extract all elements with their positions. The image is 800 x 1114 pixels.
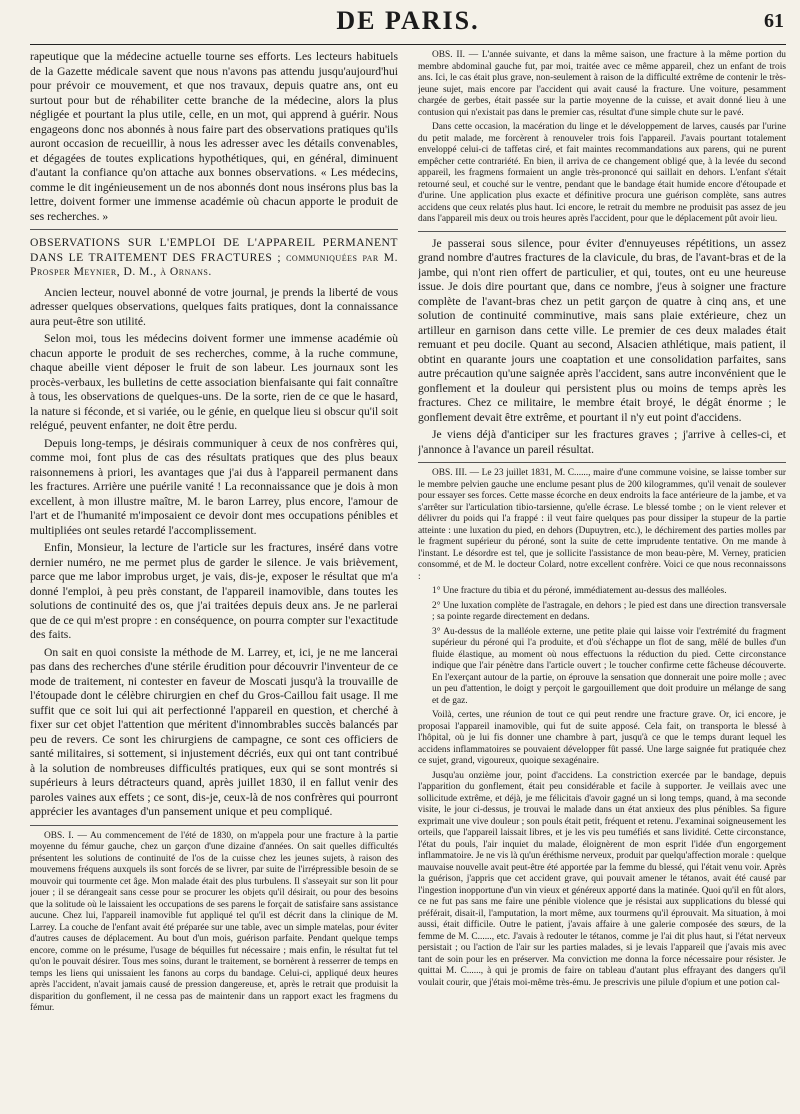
page-number: 61 [764, 10, 784, 32]
observation-2-continued: Dans cette occasion, la macération du linge et le développement de larves, causés par l'urine du petit malade, me forcèrent à renouveler trois fois l'appareil. J'avais pourtant totalement enveloppé celui-ci de taffetas ciré, et fait maintes recommandations aux parens, qui ne purent empêcher cette contrariété. En bien, il arriva de ce changement obligé que, à la levée du second appareil, les fragmens formaient un angle très-prononcé qui saillait en dehors. L'enfant s'était retourné seul, et couché sur le ventre, pendant que le bandage était humide encore d'étoupade et d'urine. Une application plus exacte et définitive procura une guérison complète, sans autres accidens que ceux relatés plus haut. Ici encore, le retrait du membre ne produisit pas assez de jeu dans l'appareil mis deux ou trois heures après l'accident, pour que le déplacement pût avoir lieu. [418, 122, 786, 224]
section-divider [418, 231, 786, 232]
left-column [30, 50, 398, 1108]
body-paragraph: Voilà, certes, une réunion de tout ce qui peut rendre une fracture grave. Or, ici encore, je proposai l'appareil inamovible, qui fut de suite apposé. Cela fait, on transporta le blessé à l'hôpital, où je lui fis donner une chambre à part, jusqu'à ce que le temps durant lequel les accidens inflammatoires se pouvaient développer fût passé. Une large saignée fut pratiquée chez ce sujet, grand, vigoureux, quoique sexagénaire. [418, 710, 786, 766]
observation-3-item: 3° Au-dessus de la malléole externe, une petite plaie qui laisse voir l'extrémité du fragment supérieur du péroné qui l'a produite, et d'où s'échappe un flot de sang, mêlé de bulles d'un fluide élastique, au moment où nous effectuons la réduction du pied. Cette circonstance indique que l'air pénètre dans l'article ouvert ; le toucher confirme cette fâcheuse découverte. En l'exerçant autour de la partie, on éprouve la sensation que donnerait une poire molle ; avec un peu d'attention, le doigt y perçoit le gargouillement que doit produire un mélange de sang et de gaz. [432, 626, 786, 706]
page-header [30, 0, 786, 45]
body-paragraph: Jusqu'au onzième jour, point d'accidens. La constriction exercée par le bandage, depuis l'apparition du gonflement, était peu considérable et facile à supporter. Je veillais avec une sollicitude extrême, et déjà, je me félicitais d'avoir gagné un si long temps, quand, à ma seconde visite, le jour ci-dessus, je trouvai le malade dans un état anxieux des plus pénibles. Sa figure exprimait une vive douleur ; son pouls était petit, fréquent et retenu. J'examinai soigneusement les orteils, que l'appareil laissait libres, et je les vis peu tuméfiés et sans lividité. Cette circonstance, l'état du pouls, l'air inquiet du malade, éloignèrent de mon esprit l'idée d'un engorgement inflammatoire. Je ne vis là qu'un éréthisme nerveux, produit par quelqu'affection morale : quelque mauvaise nouvelle avait peut-être été apportée par la femme du blessé, qui l'était venu voir. Après la guérison, j'appris que cet accident grave, qui pouvait amener le tétanos, avait été causé par l'ingestion inopportune d'un vin vieux et généreux apporté dans la matinée. Quoi qu'il en fût alors, ce ne fut pas sans me faire une pénible violence que je résistai aux supplications du blessé qui préférait, disait-il, l'amputation, la mort même, aux tourmens qu'il éprouvait. Ma situation, à moi aussi, était difficile. Outre le patient, j'avais affaire à une galerie composée des sœurs, de la femme de M. C......, etc. J'avais à redouter le tétanos, comme je l'ai dit plus haut, si l'état nerveux persistait ; ou l'action de l'air sur les parties malades, si je levais l'appareil que j'avais mis avec tant de soin pour les en préserver. Ma conviction me donna la force nécessaire pour résister. Je quittai M. C......, à qui je promis de faire on tableau d'autant plus effrayant des dangers qu'il voulait courir, que j'étais moi-même très-ému. Je prescrivis une pilule d'opium et une potion cal- [418, 770, 786, 988]
section-divider [418, 462, 786, 463]
body-paragraph: Je viens déjà d'anticiper sur les fractures graves ; j'arrive à celles-ci, et j'annonce à l'avance un pareil résultat. [418, 428, 786, 456]
running-title: DE PARIS. [336, 6, 480, 35]
observation-3-item: 2° Une luxation complète de l'astragale, en dehors ; le pied est dans une direction transversale ; sa pointe regarde directement en dedans. [432, 600, 786, 622]
observation-3-item: 1° Une fracture du tibia et du péroné, immédiatement au-dessus des malléoles. [432, 586, 727, 596]
intro-paragraph: rapeutique que la médecine actuelle tourne ses efforts. Les lecteurs habituels de la Gazette médicale savent que nous n'avons pas attendu jusqu'aujourd'hui pour prévoir ce mouvement, et que nos travaux, depuis quatre ans, ont eu surtout pour but de réhabiliter cette branche de la médecine, alors la plus négligée et pourtant la plus utile, celle, en un mot, qui apprend à guérir. Nous engageons donc nos abonnés à nous faire part des observations pratiques qu'ils auront occasion de recueillir, à nous les adresser avec les détails convenables, et dégagées de toutes explications hypothétiques, qui, en général, diminuent d'autant la confiance qu'on attache aux bonnes observations. « Les médecins, comme le dit ingénieusement un de nos abonnés dont nous insérons plus bas la lettre, doivent former une immense académie où chacun apporte le produit de ses recherches. » [30, 50, 398, 223]
section-title: OBSERVATIONS SUR L'EMPLOI DE L'APPAREIL PERMANENT DANS LE TRAITEMENT DES FRACTURES ; communiquées par M. Prosper Meynier, D. M., à Ornans. [30, 236, 398, 278]
body-paragraph: Selon moi, tous les médecins doivent former une immense académie où chacun apporte le produit de ses recherches, comme, à la ruche commune, chaque abeille vient déposer le fruit de son labeur. Les journaux sont les procès-verbaux, les bulletins de cette association bienfaisante qui fait connaître à tous, les observations de quelques-uns. De la sorte, rien de ce que le hasard, la nature si féconde, et si variée, ou le génie, en quelque lieu si obscur qu'il soit relégué, peuvent enfanter, ne doit être perdu. [30, 332, 398, 432]
body-paragraph: Je passerai sous silence, pour éviter d'ennuyeuses répétitions, un assez grand nombre d'autres fractures de la clavicule, du bras, de l'avant-bras et de la jambe, qui n'ont rien offert de particulier, et qui, toutes, ont eu une heureuse issue. Je dois dire pourtant que, dans ce nombre, j'eus à soigner une fracture complète de l'avant-bras chez un petit garçon de quatre à cinq ans, et une solution de continuité comminutive, mais sans plaie extérieure, chez un artilleur en garnison dans cette ville. Le premier de ces deux malades était remuant et peu docile. Quant au second, Alsacien athlétique, mais patient, il obtint en quarante jours une coaptation et une consolidation parfaites, sans autre précaution qu'une saignée après l'accident, sans autre inconvénient que le gonflement et la douleur qui persistent plus ou moins de temps après les fractures. Chez ce militaire, le membre était broyé, le dégât énorme ; le gonflement devait être extrême, et pourtant il n'y eut point d'accidens. [418, 236, 786, 424]
observation-3: OBS. III. — Le 23 juillet 1831, M. C......, maire d'une commune voisine, se laisse tomber sur le membre pelvien gauche une enclume pesant plus de 200 kilogrammes, qu'il venait de soulever pour essayer ses forces. Cette masse écorche en deux endroits la face antérieure de la jambe, et va s'arrêter sur l'articulation tibio-tarsienne, qu'elle écrase. Le blessé tombe ; on le vient relever et délivrer du poids qui l'a frappé : il veut faire quelques pas pour dissiper la stupeur de la partie atteinte : une luxation du pied, en dehors (Dupuytren, etc.), le déchirement des parties molles par le fragment supérieur du péroné, sont la suite de cette imprudente tentative. On me mande à l'instant. Le désordre est tel, que je sollicite l'assistance de mon beau-père, M. Verney, praticien consommé, et de M. le docteur Colard, notre excellent confrère. Voici ce que nous reconnaissons : [418, 468, 786, 582]
body-paragraph: Enfin, Monsieur, la lecture de l'article sur les fractures, inséré dans votre dernier numéro, ne me permet plus de garder le silence. Je vais brièvement, parce que me labor improbus urget, je vais, dis-je, exposer le résultat que m'a donné l'emploi, à peu près constant, de l'appareil inamovible, dans toutes les solutions de continuité des os, que j'ai traitées depuis deux ans. Je ne parlerai que de ce qui m'est propre : en conséquence, on pourra compter sur l'exactitude des faits. [30, 541, 398, 641]
body-paragraph: Ancien lecteur, nouvel abonné de votre journal, je prends la liberté de vous adresser quelques observations, quelques faits pratiques, dont la connaissance aura peut-être son utilité. [30, 285, 398, 328]
body-paragraph: On sait en quoi consiste la méthode de M. Larrey, et, ici, je ne me lancerai pas dans des recherches d'une stérile érudition pour découvrir l'inventeur de ce mode de traitement, ni contester en faveur de Moscati jusqu'à la trouvaille de l'étoupade dont le célèbre chirurgien en chef du Gros-Caillou fait usage. Il me suffit que ce soit lui qui ait perfectionné l'appareil en question, et cherché à fixer sur cet objet l'attention que méritent d'innombrables succès balancés par peu de revers. Ce sont les chirurgiens de campagne, ce sont ces officiers de santé militaires, si sottement, si injustement décriés, eux qui ont tant contribué à la solution de nombreuses difficultés pratiques, eux qui se sont montrés si supérieurs à leurs détracteurs quand, après juillet 1830, il en fallut venir des paroles vaines aux effets ; ce sont, dis-je, ceux-là de nos confrères qui pourront apprécier les avantages d'un pansement unique et peu compliqué. [30, 645, 398, 818]
text-columns [30, 50, 786, 1108]
observation-1: OBS. I. — Au commencement de l'été de 1830, on m'appela pour une fracture à la partie moyenne du fémur gauche, chez un garçon d'une dizaine d'années. On sait quelles difficultés présentent les solutions de continuité de l'os de la cuisse chez les jeunes sujets, à raison des mouvemens fréquens auxquels ils sont forcés de se livrer, par suite de l'irrépressible besoin de se mouvoir qui tourmente cet âge. Mon malade était des plus turbulens. Il s'asseyait sur son lit pour jouer ; il se dérangeait sans cesse pour se procurer les objets qu'il désirait, ou pour des besoins que la solitude où le laissaient les occupations de ses parens le forçait de satisfaire sans assistance aucune. Chez lui, l'appareil inamovible fut appliqué tel qu'il est décrit dans la clinique de M. Larrey. La couche de l'enfant avait été préparée sur une table, avec un simple matelas, pour éviter d'autres causes de déplacement. Au bout d'un mois, guérison parfaite. Pendant quelque temps encore, comme on le présume, l'usage de béquilles fut nécessaire ; mais enfin, le résultat fut tel qu'on le pouvait désirer. Tous mes soins, durant le traitement, se bornèrent à resserrer de temps en temps les liens qui unissaient les fanons au corps du bandage. Celui-ci, appliqué deux heures après l'accident, n'avait jamais causé de pression dangereuse, et, après le retrait que produisit la disparition du gonflement, il ne cessa pas de maintenir dans un rapport exact les fragmens du fémur. [30, 830, 398, 1013]
section-divider [30, 825, 398, 826]
section-divider [30, 229, 398, 230]
observation-2: OBS. II. — L'année suivante, et dans la même saison, une fracture à la même portion du membre abdominal gauche fut, par moi, traitée avec ce même appareil, chez un enfant de trois ans. Ici, le cas était plus grave, non-seulement à raison de la difficulté extrême de contenir le très-jeune sujet, mais encore par l'accident qui avait causé la fracture. Une voiture, pesamment chargée de gerbes, était passée sur la partie moyenne de la cuisse, et avait donné lieu à une contusion qui n'existait pas dans le premier cas, résultat d'une simple chute sur le pavé. [418, 50, 786, 118]
right-column [418, 50, 786, 1108]
body-paragraph: Depuis long-temps, je désirais communiquer à ceux de nos confrères qui, comme moi, font plus de cas des résultats pratiques que des plus beaux raisonnemens à priori, les avantages que j'ai dus à l'appareil permanent dans les fractures. Arrière une puérile vanité ! La reconnaissance que je dois à mon excellent, à mon illustre maître, M. le baron Larrey, plus encore, l'amour de l'art et de l'humanité m'imposaient ce devoir dont mes occupations pénibles et multipliées ont seules retardé l'accomplissement. [30, 436, 398, 537]
